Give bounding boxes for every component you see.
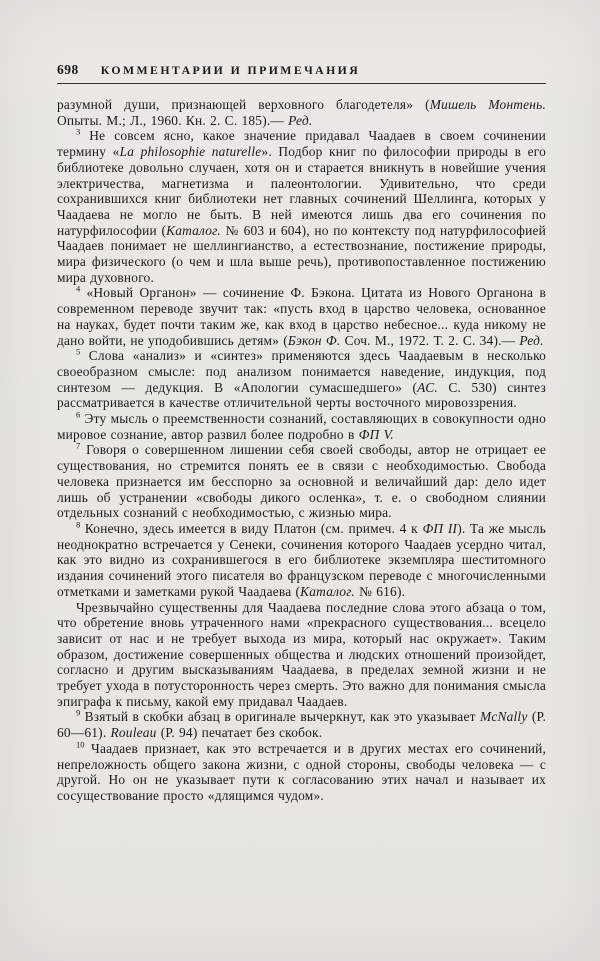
paragraph [57,709,546,740]
paragraph [57,128,546,285]
footnote-number: 4 [76,283,81,294]
text-segment: Соч. М., 1972. Т. 2. С. 34).— [340,332,520,348]
italic-text: ФП V. [358,426,394,442]
text-segment: Говоря о совершенном лишении себя своей свободы, автор не отрицает ее существования, но стремится понять ее в связи с необходимостью. Свобода человека признается им бесспорно за основной и величайший дар: дело идет лишь об устранении «свободы дикого осленка», т. е. о свободном слиянии отдельных сознаний с необходимостью, с жизнью мира. [57,442,546,521]
footnote-number: 5 [76,346,81,357]
paragraph [57,600,546,710]
paragraph [57,97,546,128]
page-body [57,97,546,804]
text-segment: № 603 и 604), но по контексту под натурфилософией Чаадаев понимает не шеллингианство, а естествознание, постижение природы, мира физического (о чем и шла выше речь), противопоставленное постижению мира духовного. [57,222,546,285]
italic-text: McNally [479,709,528,725]
italic-text: Ред. [519,332,544,348]
italic-text: Rouleau [110,725,157,741]
italic-text: Мишель Монтень. [429,97,546,112]
text-segment: (Р. 94) печатает без скобок. [156,725,323,741]
footnote-number: 6 [76,409,81,420]
paragraph [57,741,546,804]
page-number: 698 [57,62,79,77]
footnote-number: 7 [76,441,81,451]
italic-text: Каталог. [300,583,355,599]
paragraph [57,285,546,348]
text-segment: разумной души, признающей верховного благодетеля» ( [57,97,430,112]
text-segment: С. 530) синтез рассматривается в качестве отличительной черты восточного мировоззрения. [57,379,546,411]
text-segment: Не совсем ясно, какое значение придавал Чаадаев в своем сочинении термину « [57,128,546,160]
text-segment: № 616). [354,583,406,599]
footnote-number: 3 [76,126,81,137]
text-segment: (Р. 60—61). [57,709,546,741]
footnote-number: 10 [76,739,85,750]
italic-text: Бэкон Ф. [287,332,341,348]
paragraph [57,521,546,600]
italic-text: АС. [417,379,438,395]
paragraph [57,442,546,521]
text-segment: Конечно, здесь имеется в виду Платон (см. примеч. 4 к [80,520,423,536]
italic-text: ФП II [422,520,458,536]
text-segment: Чаадаев признает, как это встречается и в других местах его сочинений, непреложность общего закона жизни, с одной стороны, свободы человека — с другой. Но он не указывает пути к согласованию этих начал и называет их сосуществование просто «длящимся чудом». [57,740,546,803]
running-head [57,62,546,78]
text-segment: Эту мысль о преемственности сознаний, составляющих в совокупности одно мировое сознание, автор развил более подробно в [57,411,546,442]
text-segment: Опыты. М.; Л., 1960. Кн. 2. С. 185).— [57,112,289,128]
text-segment: ». Подбор книг по философии природы в его библиотеке довольно случаен, хотя он и старается вникнуть в новейшие учения электричества, магнетизма и палеонтологии. Удивительно, что среди сохранившихся книг библиотеки нет главных сочинений Шеллинга, которых у Чаадаева не могло не быть. В ней имеются лишь два его сочинения по натурфилософии ( [57,144,546,238]
italic-text: Ред. [288,112,313,128]
text-segment: Взятый в скобки абзац в оригинале вычеркнут, как это указывает [80,709,480,725]
italic-text: La philosophie naturelle [119,144,262,160]
footnote-number: 9 [76,707,81,718]
paragraph [57,411,546,442]
page-content [57,62,546,804]
footnote-number: 8 [76,519,81,530]
text-segment: Слова «анализ» и «синтез» применяются здесь Чаадаевым в несколько своеобразном смысле: под анализом понимается наведение, индукция, под синтезом — дедукция. В «Апологии сумасшедшего» ( [57,348,546,395]
text-segment: ). Та же мысль неоднократно встречается у Сенеки, сочинения которого Чаадаев усердно читал, как это видно из сохранившегося в его библиотеке экземпляра шеститомного издания сочинений этого писателя во французском переводе с многочисленными отметками и заметками рукой Чаадаева ( [57,520,547,599]
running-title: КОММЕНТАРИИ И ПРИМЕЧАНИЯ [100,63,361,77]
paragraph [57,348,546,411]
header-rule [57,83,546,84]
text-segment: Чрезвычайно существенны для Чаадаева последние слова этого абзаца о том, что обретение вновь утраченного нами «прекрасного существования... всецело зависит от нас и не требует выхода из мира, который нас окружает». Таким образом, достижение совершенных общества и людских отношений произойдет, согласно и другим высказываниям Чаадаева, в пределах земной жизни и не требует ухода в потусторонность через смерть. Это важно для понимания смысла эпиграфа к письму, какой ему придавал Чаадаев. [57,599,546,709]
text-segment: «Новый Органон» — сочинение Ф. Бэкона. Цитата из Нового Органона в современном переводе звучит так: «пусть вход в царство человека, основанное на науках, будет почти таким же, как вход в царство небесное... куда никому не дано войти, не уподобившись детям» ( [57,285,546,348]
italic-text: Каталог. [166,222,221,238]
